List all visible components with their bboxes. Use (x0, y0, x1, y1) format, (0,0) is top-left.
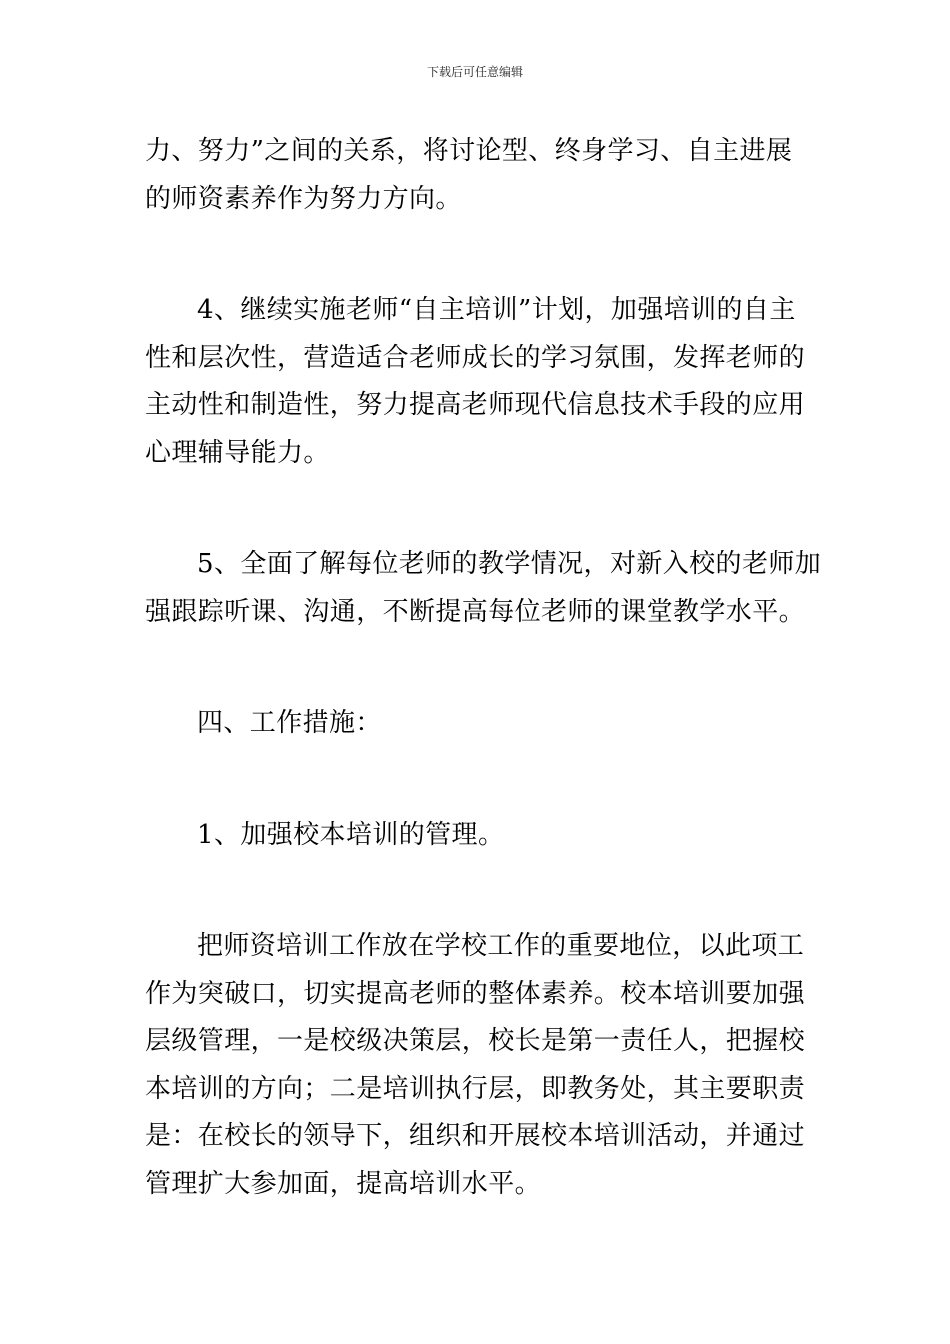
text-line: 是：在校长的领导下，组织和开展校本培训活动，并通过 (145, 1121, 806, 1151)
text-line: 1、加强校本培训的管理。 (197, 819, 505, 850)
text-line: 心理辅导能力。 (145, 437, 330, 468)
paragraph-body (145, 923, 807, 1208)
text-line: 本培训的方向；二是培训执行层，即教务处，其主要职责 (145, 1073, 806, 1104)
document-body (145, 128, 822, 1272)
text-line: 主动性和制造性，努力提高老师现代信息技术手段的应用 (145, 390, 806, 420)
text-line: 管理扩大参加面，提高培训水平。 (145, 1168, 542, 1199)
text-line: 把师资培训工作放在学校工作的重要地位，以此项工 (197, 931, 805, 961)
text-line: 力、努力”之间的关系，将讨论型、终身学习、自主进展 (145, 136, 793, 166)
text-line: 性和层次性，营造适合老师成长的学习氛围，发挥老师的 (145, 342, 806, 373)
text-line: 强跟踪听课、沟通，不断提高每位老师的课堂教学水平。 (145, 596, 806, 627)
text-line: 作为突破口，切实提高老师的整体素养。校本培训要加强 (145, 978, 806, 1009)
paragraph-continuation (145, 128, 807, 223)
text-line: 的师资素养作为努力方向。 (145, 183, 462, 214)
text-line: 层级管理，一是校级决策层，校长是第一责任人，把握校 (145, 1026, 806, 1056)
paragraph-item-5 (145, 541, 822, 636)
text-line: 4、继续实施老师“自主培训”计划，加强培训的自主 (197, 295, 796, 325)
paragraph-item-4 (145, 287, 807, 477)
text-line: 5、全面了解每位老师的教学情况，对新入校的老师加 (197, 549, 822, 579)
page-header: 下载后可任意编辑 (426, 65, 523, 79)
subsection-heading (145, 812, 807, 860)
section-heading (145, 700, 807, 748)
text-line: 四、工作措施： (197, 708, 382, 738)
